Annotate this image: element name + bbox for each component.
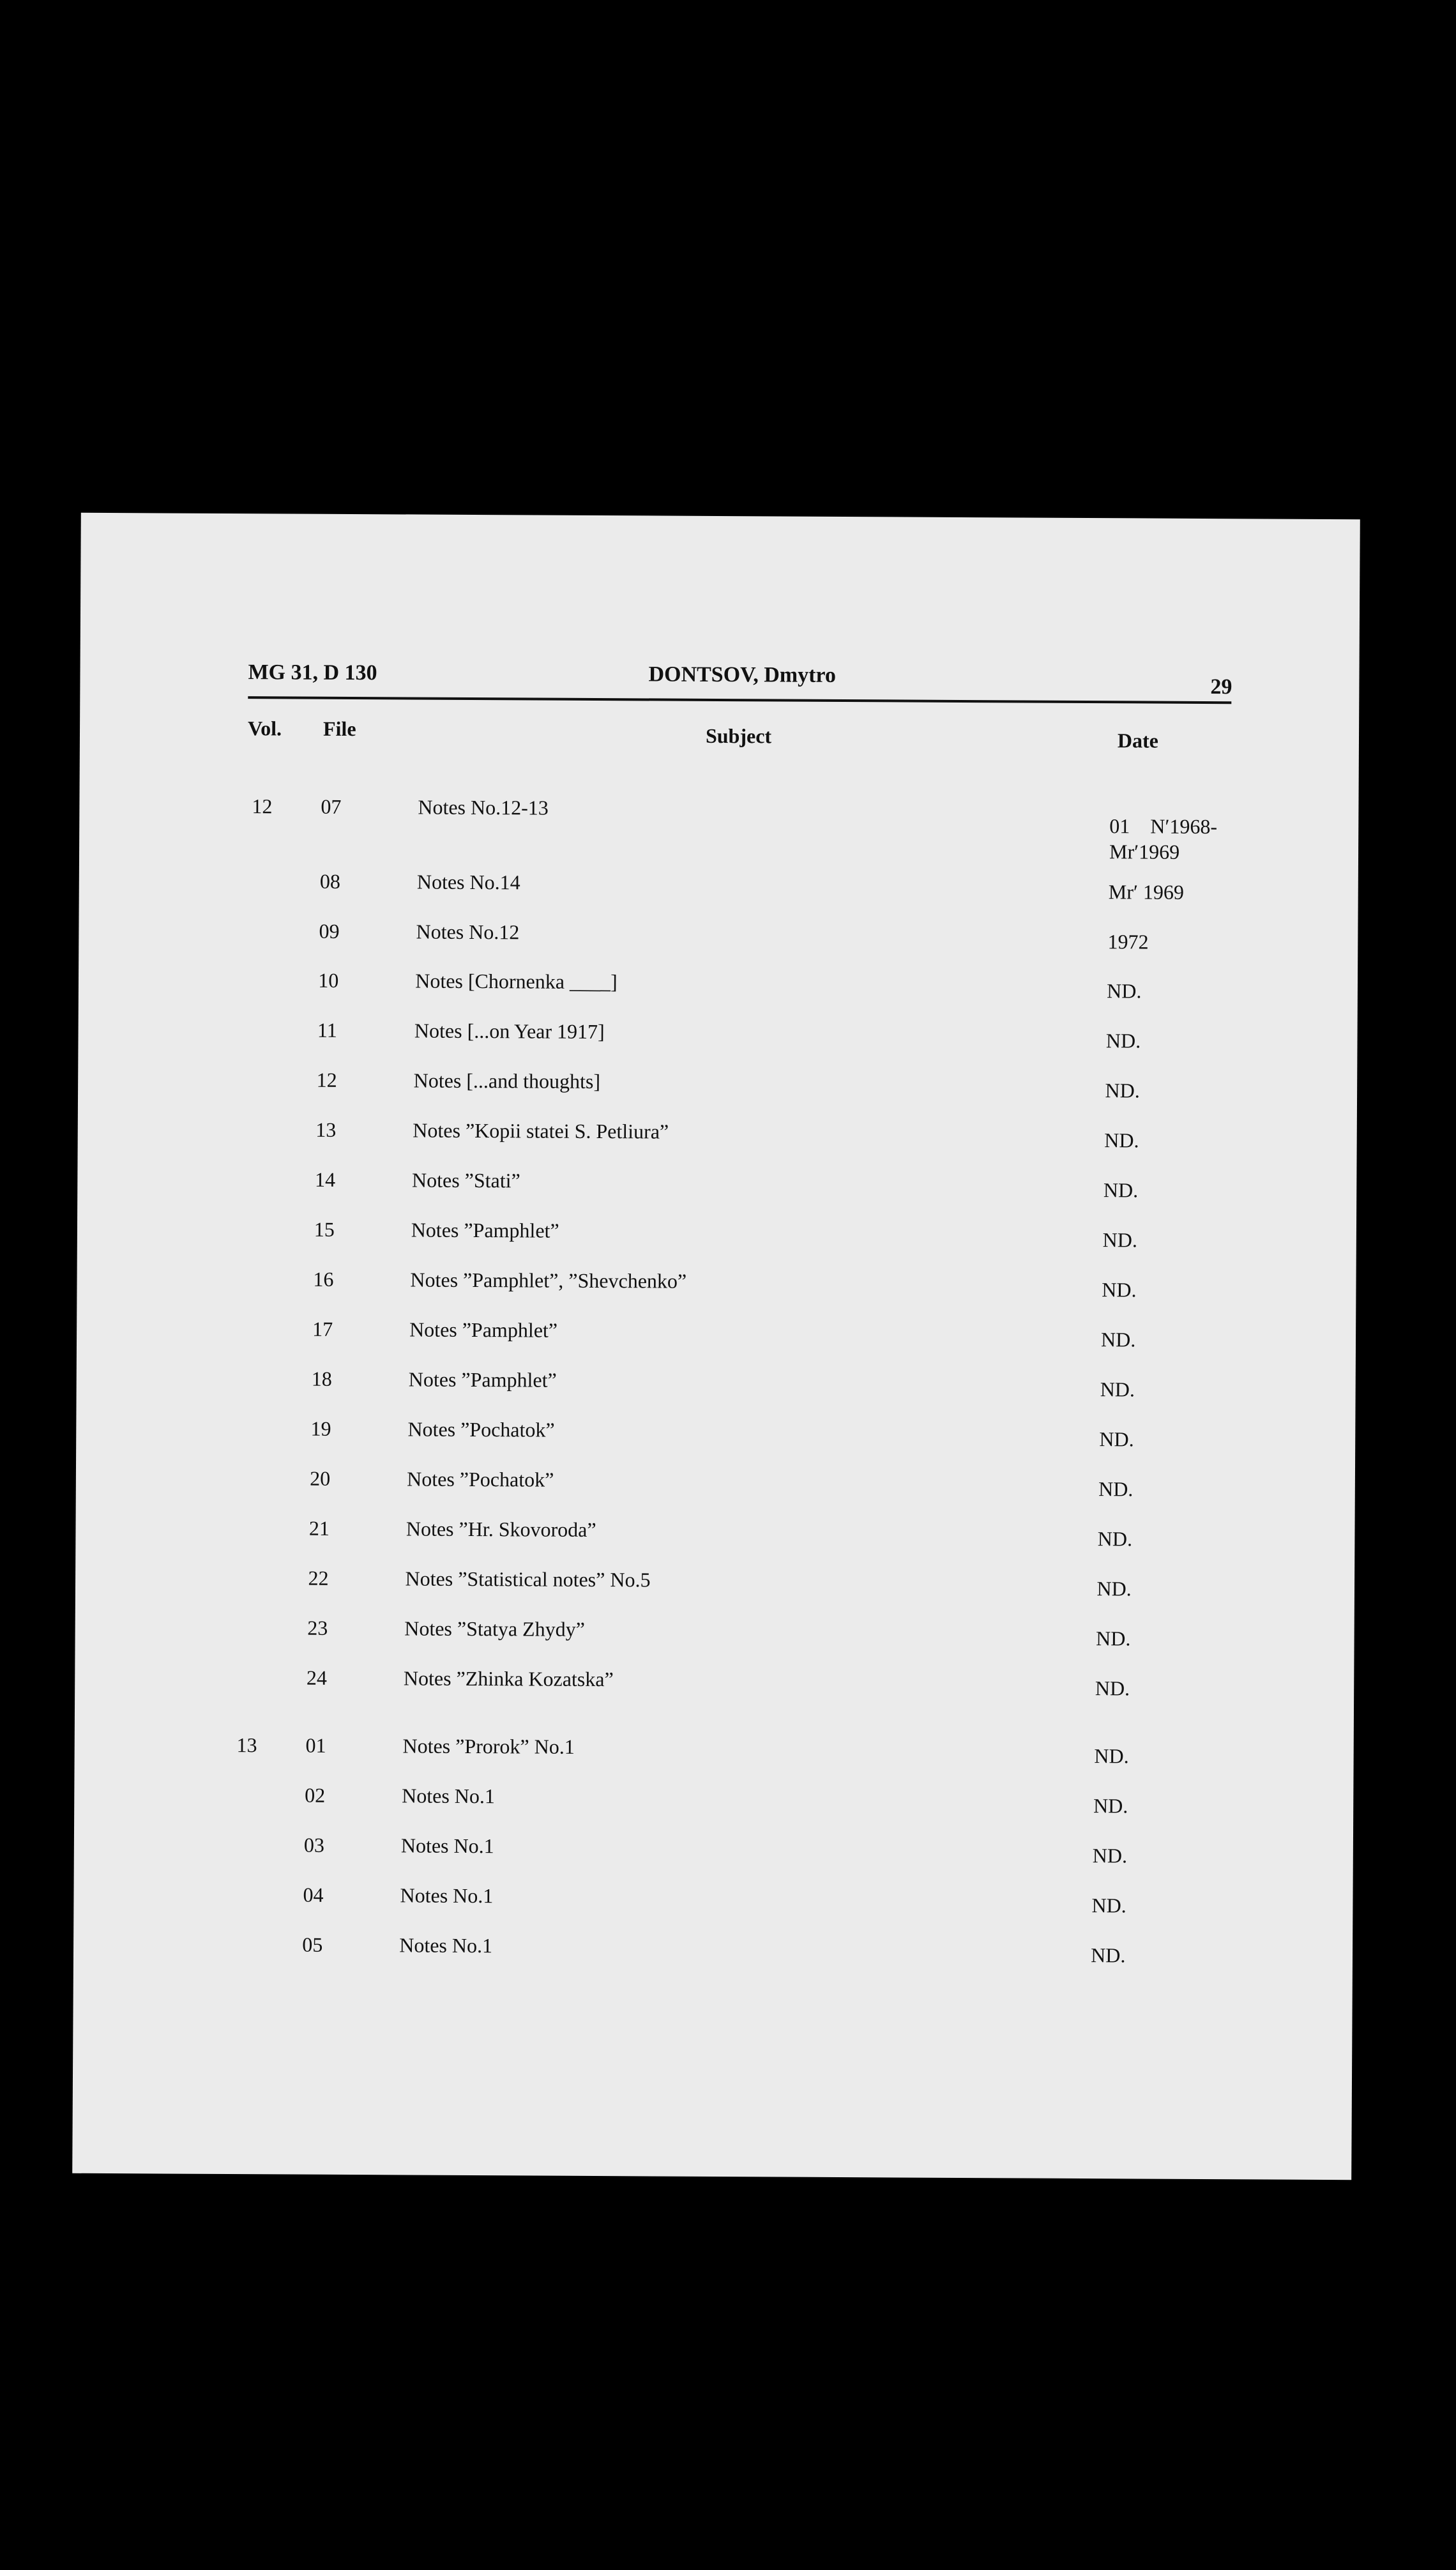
row-date: ND. xyxy=(1102,1228,1137,1252)
row-date: 1972 xyxy=(1107,930,1149,954)
row-subject: Notes ”Statya Zhydy” xyxy=(404,1616,585,1641)
row-date: ND. xyxy=(1098,1477,1134,1501)
row-file: 07 xyxy=(321,795,342,818)
row-date: ND. xyxy=(1102,1278,1137,1302)
row-date: ND. xyxy=(1094,1744,1129,1768)
document-page xyxy=(72,513,1360,2180)
row-file: 02 xyxy=(305,1783,326,1807)
row-date: ND. xyxy=(1103,1178,1139,1202)
row-date: Mr′ 1969 xyxy=(1108,880,1185,904)
row-date: ND. xyxy=(1091,1943,1126,1967)
row-subject: Notes ”Kopii statei S. Petliura” xyxy=(413,1118,669,1143)
row-subject: Notes [...on Year 1917] xyxy=(414,1019,605,1044)
row-date: ND. xyxy=(1093,1794,1128,1818)
row-file: 12 xyxy=(316,1068,337,1091)
row-date: ND. xyxy=(1105,1029,1141,1053)
row-subject: Notes No.14 xyxy=(416,870,520,894)
row-date: ND. xyxy=(1100,1378,1135,1401)
row-subject: Notes ”Hr. Skovoroda” xyxy=(406,1517,596,1542)
row-subject: Notes ”Pamphlet”, ”Shevchenko” xyxy=(410,1268,687,1293)
row-subject: Notes ”Pochatok” xyxy=(407,1467,554,1491)
row-subject: Notes No.1 xyxy=(402,1784,496,1808)
row-date: ND. xyxy=(1099,1427,1134,1451)
row-date: ND. xyxy=(1097,1527,1133,1551)
row-subject: Notes [Chornenka ____] xyxy=(415,969,618,994)
row-vol: 12 xyxy=(252,795,273,818)
row-file: 09 xyxy=(319,919,340,943)
row-file: 01 xyxy=(305,1733,326,1757)
row-file: 08 xyxy=(319,869,340,893)
row-date: ND. xyxy=(1104,1129,1139,1152)
row-file: 16 xyxy=(313,1267,334,1291)
row-date: 01 N′1968- Mr′1969 xyxy=(1109,814,1218,863)
row-file: 03 xyxy=(303,1833,324,1857)
row-file: 11 xyxy=(317,1018,337,1042)
row-subject: Notes No.12 xyxy=(416,920,520,944)
row-subject: Notes No.1 xyxy=(400,1883,494,1908)
row-file: 24 xyxy=(306,1666,328,1689)
row-subject: Notes ”Prorok” No.1 xyxy=(402,1734,575,1758)
row-date: ND. xyxy=(1092,1844,1128,1867)
column-header-file: File xyxy=(322,717,356,741)
row-subject: Notes No.1 xyxy=(400,1834,494,1858)
row-subject: Notes ”Pamphlet” xyxy=(408,1367,557,1392)
file-list xyxy=(72,513,1360,2180)
row-vol: 13 xyxy=(236,1733,257,1757)
row-file: 14 xyxy=(314,1167,336,1191)
row-subject: Notes ”Pamphlet” xyxy=(409,1318,558,1342)
column-header-vol: Vol. xyxy=(247,717,282,740)
row-date: ND. xyxy=(1096,1577,1132,1601)
row-subject: Notes ”Statistical notes” No.5 xyxy=(405,1567,651,1592)
column-header-date: Date xyxy=(1117,729,1159,752)
row-date: ND. xyxy=(1095,1677,1130,1700)
row-subject: Notes ”Stati” xyxy=(411,1168,520,1192)
row-date: ND. xyxy=(1091,1894,1126,1917)
collection-reference: MG 31, D 130 xyxy=(248,660,377,685)
row-file: 04 xyxy=(303,1883,324,1906)
row-date: ND. xyxy=(1100,1328,1136,1351)
row-subject: Notes No.12-13 xyxy=(418,795,549,819)
column-header-subject: Subject xyxy=(705,724,772,748)
row-file: 17 xyxy=(312,1317,333,1341)
row-file: 19 xyxy=(310,1417,331,1440)
row-file: 22 xyxy=(308,1566,329,1590)
row-file: 18 xyxy=(311,1367,332,1390)
row-subject: Notes ”Pamphlet” xyxy=(411,1218,559,1242)
page-number: 29 xyxy=(1210,675,1232,699)
row-file: 10 xyxy=(318,968,339,992)
row-subject: Notes [...and thoughts] xyxy=(413,1068,601,1093)
row-subject: Notes ”Zhinka Kozatska” xyxy=(403,1666,614,1691)
row-date: ND. xyxy=(1105,1079,1140,1102)
row-file: 05 xyxy=(302,1933,323,1956)
document-author: DONTSOV, Dmytro xyxy=(648,662,837,687)
row-file: 23 xyxy=(307,1616,328,1639)
row-file: 21 xyxy=(308,1516,330,1540)
row-date: ND. xyxy=(1107,979,1142,1003)
row-subject: Notes ”Pochatok” xyxy=(407,1417,555,1441)
row-date: ND. xyxy=(1096,1627,1131,1650)
row-file: 20 xyxy=(310,1466,331,1490)
row-file: 15 xyxy=(314,1217,335,1241)
row-file: 13 xyxy=(315,1118,337,1141)
row-subject: Notes No.1 xyxy=(399,1933,493,1958)
